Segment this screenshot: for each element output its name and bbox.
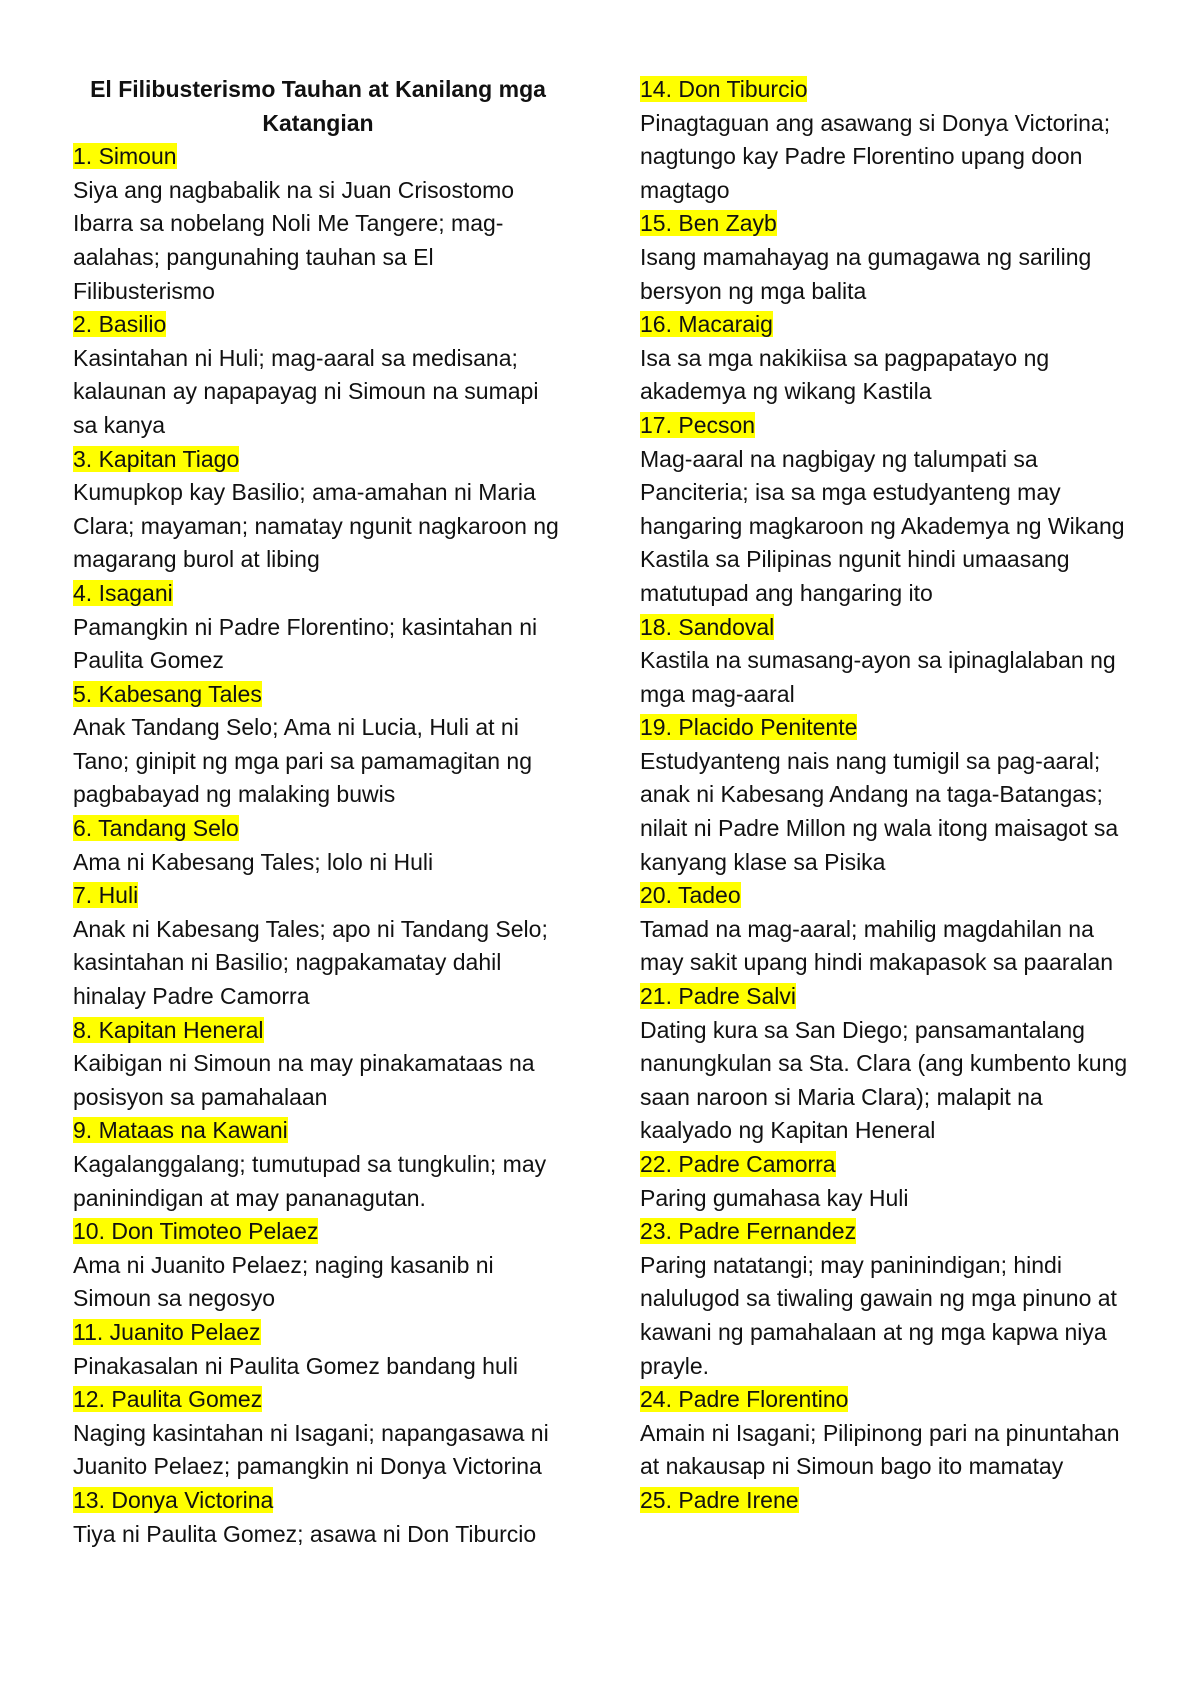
character-entry (73, 1484, 563, 1551)
character-description: Naging kasintahan ni Isagani; napangasawa ni Juanito Pelaez; pamangkin ni Donya Victorina (73, 1419, 549, 1480)
character-description: Kaibigan ni Simoun na may pinakamataas na posisyon sa pamahalaan (73, 1050, 535, 1110)
character-name (640, 1148, 1140, 1182)
character-description: Pinagtaguan ang asawang si Donya Victorina; nagtungo kay Padre Florentino upang doon magtago (640, 109, 1111, 203)
character-entry (73, 812, 563, 879)
character-description: Estudyanteng nais nang tumigil sa pag-aaral; anak ni Kabesang Andang na taga-Batangas; nilait ni Padre Millon ng wala itong maisagot sa kanyang klase sa Pisika (640, 747, 1119, 875)
character-entry (73, 678, 563, 812)
document-title: El Filibusterismo Tauhan at Kanilang mga Katangian (90, 76, 546, 136)
character-name-highlight: 2. Basilio (73, 311, 167, 338)
character-name (73, 308, 563, 342)
character-name (73, 1215, 563, 1249)
character-entry (73, 1215, 563, 1316)
character-description: Ama ni Juanito Pelaez; naging kasanib ni Simoun sa negosyo (73, 1251, 494, 1312)
character-name-highlight: 8. Kapitan Heneral (73, 1016, 264, 1043)
character-name (73, 879, 563, 913)
character-name (640, 308, 1140, 342)
character-description: Paring gumahasa kay Huli (640, 1184, 909, 1211)
character-entry (73, 1014, 563, 1115)
character-name-highlight: 17. Pecson (640, 411, 756, 438)
character-name (640, 1383, 1140, 1417)
character-name (640, 879, 1140, 913)
left-column (73, 73, 563, 1551)
character-description: Mag-aaral na nagbigay ng talumpati sa Panciteria; isa sa mga estudyanteng may hangaring magkaroon ng Akademya ng Wikang Kastila sa Pilipinas ngunit hindi umaasang matutupad ang hangaring ito (640, 445, 1125, 606)
character-name (73, 812, 563, 846)
character-name-highlight: 6. Tandang Selo (73, 815, 239, 842)
character-description: Kagalanggalang; tumutupad sa tungkulin; may paninindigan at may pananagutan. (73, 1151, 547, 1211)
character-entry (640, 1484, 1140, 1518)
character-name (73, 1014, 563, 1048)
character-description: Anak Tandang Selo; Ama ni Lucia, Huli at ni Tano; ginipit ng mga pari sa pamamagitan ng pagbabayad ng malaking buwis (73, 714, 533, 808)
character-name-highlight: 10. Don Timoteo Pelaez (73, 1218, 319, 1245)
character-name (640, 611, 1140, 645)
character-description: Anak ni Kabesang Tales; apo ni Tandang Selo; kasintahan ni Basilio; nagpakamatay dahil hinalay Padre Camorra (73, 915, 548, 1010)
character-name-highlight: 21. Padre Salvi (640, 983, 796, 1010)
character-entry (73, 140, 563, 308)
character-description: Paring natatangi; may paninindigan; hindi nalulugod sa tiwaling gawain ng mga pinuno at kawani ng pamahalaan at ng mga kapwa niya prayle. (640, 1251, 1117, 1379)
character-name (640, 1215, 1140, 1249)
character-name (73, 678, 563, 712)
character-name-highlight: 20. Tadeo (640, 882, 741, 909)
character-name (640, 980, 1140, 1014)
character-name-highlight: 23. Padre Fernandez (640, 1218, 857, 1245)
character-description: Kumupkop kay Basilio; ama-amahan ni Maria Clara; mayaman; namatay ngunit nagkaroon ng magarang burol at libing (73, 479, 559, 573)
character-name-highlight: 19. Placido Penitente (640, 714, 858, 741)
character-description: Isang mamahayag na gumagawa ng sariling bersyon ng mga balita (640, 243, 1092, 304)
character-entry (73, 577, 563, 678)
character-entry (640, 308, 1140, 409)
character-name (73, 140, 563, 174)
character-name-highlight: 25. Padre Irene (640, 1486, 799, 1513)
character-name (640, 207, 1140, 241)
character-description: Siya ang nagbabalik na si Juan Crisostomo Ibarra sa nobelang Noli Me Tangere; mag-aalahas; pangunahing tauhan sa El Filibusterismo (73, 176, 515, 304)
character-entry (640, 980, 1140, 1148)
character-entry (73, 879, 563, 1013)
character-entry (640, 1383, 1140, 1484)
character-entry (640, 73, 1140, 207)
character-name (73, 1316, 563, 1350)
character-entry (640, 409, 1140, 611)
character-entry (73, 1383, 563, 1484)
character-description: Ama ni Kabesang Tales; lolo ni Huli (73, 848, 434, 875)
right-column (640, 73, 1140, 1518)
character-description: Isa sa mga nakikiisa sa pagpapatayo ng akademya ng wikang Kastila (640, 344, 1050, 405)
character-description: Amain ni Isagani; Pilipinong pari na pinuntahan at nakausap ni Simoun bago ito mamatay (640, 1419, 1120, 1480)
character-entry (73, 1114, 563, 1215)
character-name (640, 409, 1140, 443)
character-entry (73, 443, 563, 577)
character-name-highlight: 14. Don Tiburcio (640, 76, 808, 102)
character-name-highlight: 9. Mataas na Kawani (73, 1117, 288, 1144)
character-entry (640, 711, 1140, 879)
character-description: Tamad na mag-aaral; mahilig magdahilan na may sakit upang hindi makapasok sa paaralan (640, 915, 1114, 976)
character-entry (640, 1148, 1140, 1215)
character-name (73, 1114, 563, 1148)
character-description: Pinakasalan ni Paulita Gomez bandang huli (73, 1352, 518, 1379)
character-name (73, 443, 563, 477)
character-entry (73, 308, 563, 442)
character-name (73, 1383, 563, 1417)
character-entry (640, 879, 1140, 980)
character-name-highlight: 11. Juanito Pelaez (73, 1318, 261, 1345)
character-name-highlight: 22. Padre Camorra (640, 1151, 836, 1177)
character-name (73, 1484, 563, 1518)
character-name-highlight: 7. Huli (73, 882, 139, 909)
character-entry (73, 1316, 563, 1383)
character-name-highlight: 18. Sandoval (640, 613, 775, 640)
character-name (73, 577, 563, 611)
character-description: Dating kura sa San Diego; pansamantalang nanungkulan sa Sta. Clara (ang kumbento kung saan naroon si Maria Clara); malapit na kaalyado ng Kapitan Heneral (640, 1016, 1128, 1144)
character-entry (640, 207, 1140, 308)
character-name-highlight: 13. Donya Victorina (73, 1486, 274, 1513)
character-name-highlight: 24. Padre Florentino (640, 1386, 849, 1413)
character-description: Pamangkin ni Padre Florentino; kasintahan ni Paulita Gomez (73, 613, 538, 674)
character-description: Kastila na sumasang-ayon sa ipinaglalaban ng mga mag-aaral (640, 647, 1116, 707)
character-entry (640, 1215, 1140, 1383)
character-name-highlight: 5. Kabesang Tales (73, 680, 262, 707)
character-name-highlight: 3. Kapitan Tiago (73, 445, 240, 472)
character-name-highlight: 16. Macaraig (640, 311, 773, 338)
character-description: Kasintahan ni Huli; mag-aaral sa medisana; kalaunan ay napapayag ni Simoun na sumapi sa kanya (73, 344, 539, 438)
character-entry (640, 611, 1140, 712)
character-description: Tiya ni Paulita Gomez; asawa ni Don Tiburcio (73, 1520, 537, 1547)
character-name (640, 711, 1140, 745)
character-name (640, 1484, 1140, 1518)
character-name-highlight: 4. Isagani (73, 579, 173, 606)
character-name-highlight: 1. Simoun (73, 143, 177, 170)
document-page (73, 73, 1143, 1633)
character-name (640, 73, 1140, 107)
character-name-highlight: 12. Paulita Gomez (73, 1386, 263, 1413)
character-name-highlight: 15. Ben Zayb (640, 210, 777, 237)
